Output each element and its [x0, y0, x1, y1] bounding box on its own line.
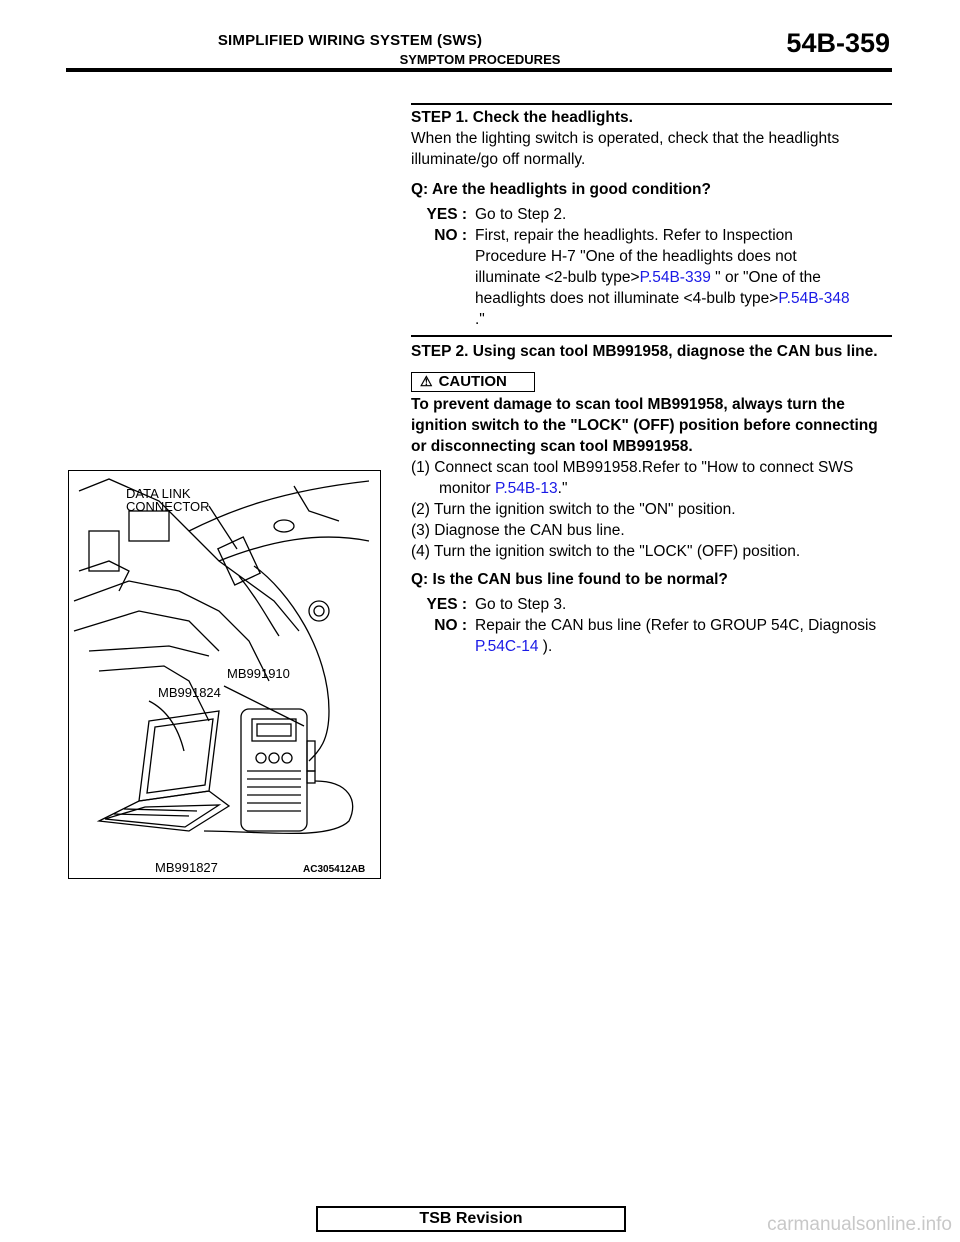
yes-key: YES : [426, 596, 467, 613]
step-1-yes-answer [411, 204, 892, 225]
yes-text: Go to Step 3. [475, 596, 567, 613]
procedure-step-3: (3) Diagnose the CAN bus line. [411, 522, 625, 539]
figure-code: AC305412AB [303, 864, 366, 875]
step-2-no-answer [411, 615, 892, 657]
step-1-section [411, 103, 892, 330]
step-1-heading: STEP 1. Check the headlights. [411, 109, 633, 126]
page-number: 54B-359 [786, 28, 890, 58]
scan-tool-connection-figure [68, 470, 381, 879]
header-rule [66, 68, 892, 72]
figure-drawing [69, 471, 380, 878]
caution-label [411, 372, 535, 392]
caution-box [411, 371, 892, 392]
no-key: NO : [434, 227, 467, 244]
link-p54b-339[interactable]: P.54B-339 [639, 269, 711, 286]
procedure-step-4: (4) Turn the ignition switch to the "LOCK" (OFF) position. [411, 543, 801, 560]
step-2-heading: STEP 2. Using scan tool MB991958, diagnose the CAN bus line. [411, 343, 878, 360]
step-2-yes-answer [411, 594, 892, 615]
caution-text-label: CAUTION [438, 373, 507, 390]
yes-key: YES : [426, 206, 467, 223]
no-text [475, 615, 892, 657]
label-mb991827: MB991827 [155, 860, 218, 875]
section-title: SIMPLIFIED WIRING SYSTEM (SWS) [217, 32, 483, 49]
step-1-body: When the lighting switch is operated, check that the headlights illuminate/go off normally. [411, 130, 840, 168]
no-text-part-2: " or "One of the headlights does not illuminate <4-bulb type> [475, 269, 821, 307]
section-subtitle: SYMPTOM PROCEDURES [399, 52, 561, 67]
step-2-section [411, 335, 892, 657]
caution-text: To prevent damage to scan tool MB991958, always turn the ignition switch to the "LOCK" (OFF) position before connecting or disconnecting scan tool MB991958. [411, 396, 878, 455]
no-text [475, 225, 892, 330]
step-number: (1) [411, 459, 430, 476]
label-mb991910: MB991910 [227, 666, 290, 681]
no-key: NO : [434, 617, 467, 634]
step-text: Connect scan tool MB991958.Refer to "How to connect SWS monitor [434, 459, 854, 497]
step-1-question: Q: Are the headlights in good condition? [411, 181, 711, 198]
step-1-no-answer [411, 225, 892, 330]
watermark: carmanualsonline.info [767, 1214, 952, 1235]
step-text-end: ." [557, 480, 568, 497]
link-p54c-14[interactable]: P.54C-14 [475, 638, 539, 655]
no-text-part-1: First, repair the headlights. Refer to Inspection Procedure H-7 "One of the headlights does not illuminate <2-bulb type> [475, 227, 797, 286]
warning-triangle-icon: ⚠ [420, 373, 433, 389]
yes-text: Go to Step 2. [475, 206, 567, 223]
label-mb991824: MB991824 [158, 685, 221, 700]
procedure-step-2: (2) Turn the ignition switch to the "ON" position. [411, 501, 736, 518]
no-text-main: Repair the CAN bus line (Refer to GROUP 54C, Diagnosis [475, 617, 877, 634]
no-text-part-3: ." [475, 311, 485, 328]
link-p54b-348[interactable]: P.54B-348 [778, 290, 850, 307]
procedure-step-1 [411, 457, 892, 499]
label-data-link-connector-2: CONNECTOR [126, 499, 210, 514]
step-2-question: Q: Is the CAN bus line found to be normal? [411, 571, 728, 588]
label-data-link-connector-1: DATA LINK [126, 486, 191, 501]
tsb-revision-box: TSB Revision [316, 1206, 626, 1232]
link-p54b-13[interactable]: P.54B-13 [495, 480, 558, 497]
no-text-end: ). [538, 638, 553, 655]
